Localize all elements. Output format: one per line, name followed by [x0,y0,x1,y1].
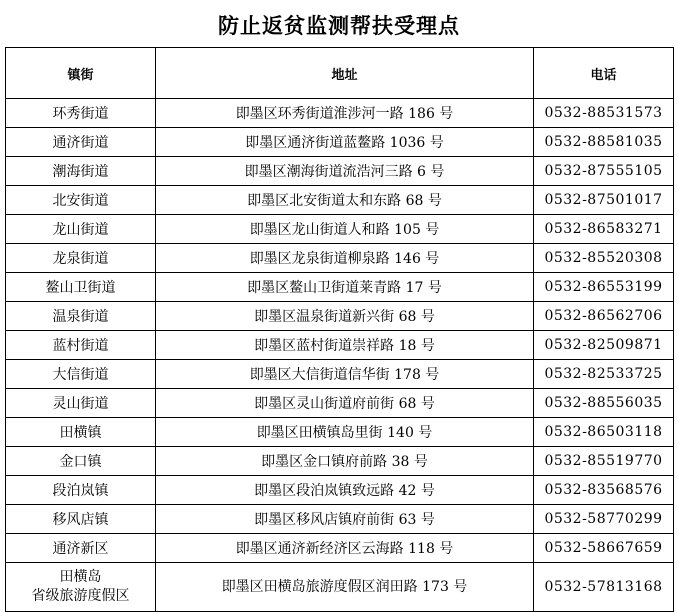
town-cell: 北安街道 [6,186,156,215]
phone-cell: 0532-82533725 [534,360,674,389]
town-cell: 田横镇 [6,418,156,447]
header-town: 镇街 [6,48,156,99]
address-cell: 即墨区鳌山卫街道莱青路 17 号 [156,273,534,302]
phone-cell: 0532-86583271 [534,215,674,244]
town-cell: 大信街道 [6,360,156,389]
address-cell: 即墨区灵山街道府前街 68 号 [156,389,534,418]
address-cell: 即墨区北安街道太和东路 68 号 [156,186,534,215]
address-cell: 即墨区大信街道信华街 178 号 [156,360,534,389]
table-row [6,563,674,612]
table-row [6,99,674,128]
table-row [6,447,674,476]
phone-cell: 0532-58667659 [534,534,674,563]
address-cell: 即墨区移风店镇府前街 63 号 [156,505,534,534]
address-cell: 即墨区蓝村街道崇祥路 18 号 [156,331,534,360]
town-cell: 金口镇 [6,447,156,476]
service-points-table [5,47,674,612]
address-cell: 即墨区通济新经济区云海路 118 号 [156,534,534,563]
address-cell: 即墨区通济街道蓝鳌路 1036 号 [156,128,534,157]
town-cell: 鳌山卫街道 [6,273,156,302]
table-row [6,186,674,215]
address-cell: 即墨区金口镇府前路 38 号 [156,447,534,476]
phone-cell: 0532-86503118 [534,418,674,447]
table-row [6,215,674,244]
phone-cell: 0532-83568576 [534,476,674,505]
address-cell: 即墨区龙泉街道柳泉路 146 号 [156,244,534,273]
page-title: 防止返贫监测帮扶受理点 [218,14,460,38]
phone-cell: 0532-88531573 [534,99,674,128]
table-row [6,360,674,389]
table-row [6,418,674,447]
phone-cell: 0532-88556035 [534,389,674,418]
phone-cell: 0532-85519770 [534,447,674,476]
phone-cell: 0532-58770299 [534,505,674,534]
table-row [6,331,674,360]
address-cell: 即墨区龙山街道人和路 105 号 [156,215,534,244]
phone-cell: 0532-87501017 [534,186,674,215]
address-cell: 即墨区温泉街道新兴街 68 号 [156,302,534,331]
document-frame [5,5,673,607]
town-cell: 移风店镇 [6,505,156,534]
town-cell-line: 田横岛 [59,569,102,585]
table-row [6,505,674,534]
phone-cell: 0532-87555105 [534,157,674,186]
address-cell: 即墨区潮海街道流浩河三路 6 号 [156,157,534,186]
town-cell: 段泊岚镇 [6,476,156,505]
town-cell: 温泉街道 [6,302,156,331]
table-row [6,302,674,331]
table-row [6,389,674,418]
table-row [6,157,674,186]
town-cell-line: 省级旅游度假区 [31,588,130,604]
town-cell: 通济街道 [6,128,156,157]
town-cell: 龙山街道 [6,215,156,244]
phone-cell: 0532-85520308 [534,244,674,273]
header-address: 地址 [156,48,534,99]
header-phone: 电话 [534,48,674,99]
town-cell: 龙泉街道 [6,244,156,273]
table-row [6,534,674,563]
town-cell: 通济新区 [6,534,156,563]
table-row [6,244,674,273]
town-cell: 环秀街道 [6,99,156,128]
table-row [6,128,674,157]
phone-cell: 0532-82509871 [534,331,674,360]
table-row [6,476,674,505]
phone-cell: 0532-86562706 [534,302,674,331]
table-row [6,273,674,302]
town-cell: 蓝村街道 [6,331,156,360]
town-cell: 灵山街道 [6,389,156,418]
address-cell: 即墨区段泊岚镇致远路 42 号 [156,476,534,505]
phone-cell: 0532-88581035 [534,128,674,157]
address-cell: 即墨区环秀街道淮涉河一路 186 号 [156,99,534,128]
address-cell: 即墨区田横镇岛里街 140 号 [156,418,534,447]
town-cell: 潮海街道 [6,157,156,186]
table-header-row [6,48,674,99]
address-cell: 即墨区田横岛旅游度假区润田路 173 号 [156,563,534,612]
phone-cell: 0532-86553199 [534,273,674,302]
town-cell [6,563,156,612]
phone-cell: 0532-57813168 [534,563,674,612]
